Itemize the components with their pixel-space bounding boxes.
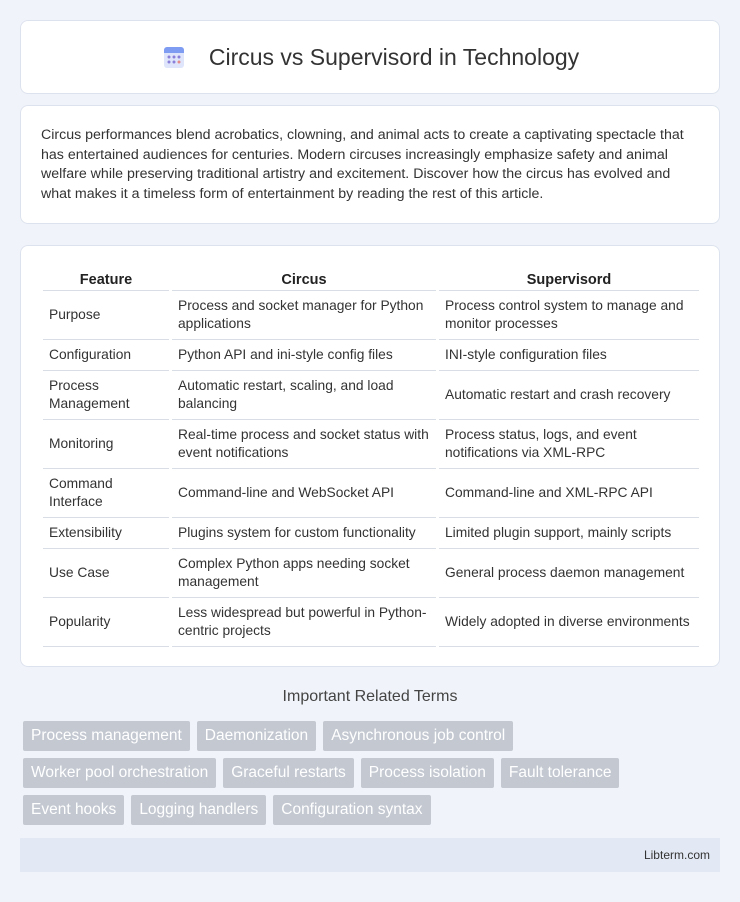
term-row [23,795,723,825]
header-feature: Feature [43,266,169,291]
intro-paragraph: Circus performances blend acrobatics, clowning, and animal acts to create a captivating spectacle that has entertained audiences for centuries. Modern circuses increasingly emphasize safety and animal welfare while preserving traditional artistry and excitement. Discover how the circus has evolved and what makes it a timeless form of entertainment by reading the rest of this article. [41,127,684,202]
feature-cell: Extensibility [43,518,169,549]
header-circus: Circus [172,266,436,291]
term-tag[interactable]: Event hooks [23,795,124,825]
supervisord-cell: INI-style configuration files [439,340,699,371]
circus-cell: Real-time process and socket status with event notifications [172,420,436,469]
circus-cell: Complex Python apps needing socket management [172,549,436,598]
feature-cell: Command Interface [43,469,169,518]
feature-cell: Use Case [43,549,169,598]
table-row [43,598,699,647]
table-row [43,518,699,549]
comparison-table [40,266,702,647]
table-row [43,420,699,469]
related-terms [23,721,723,832]
feature-cell: Monitoring [43,420,169,469]
supervisord-cell: General process daemon management [439,549,699,598]
supervisord-cell: Limited plugin support, mainly scripts [439,518,699,549]
circus-cell: Automatic restart, scaling, and load balancing [172,371,436,420]
term-tag[interactable]: Graceful restarts [223,758,354,788]
term-tag[interactable]: Worker pool orchestration [23,758,216,788]
feature-cell: Configuration [43,340,169,371]
table-row [43,340,699,371]
comparison-table-card [20,245,720,667]
term-tag[interactable]: Fault tolerance [501,758,620,788]
term-row [23,758,723,788]
circus-cell: Python API and ini-style config files [172,340,436,371]
term-tag[interactable]: Asynchronous job control [323,721,513,751]
document-grid-icon [161,44,187,70]
term-tag[interactable]: Process management [23,721,190,751]
feature-cell: Popularity [43,598,169,647]
feature-cell: Process Management [43,371,169,420]
term-tag[interactable]: Process isolation [361,758,494,788]
feature-cell: Purpose [43,291,169,340]
supervisord-cell: Process control system to manage and monitor processes [439,291,699,340]
table-header-row [43,266,699,291]
circus-cell: Less widespread but powerful in Python-centric projects [172,598,436,647]
term-row [23,721,723,751]
table-row [43,291,699,340]
page-title: Circus vs Supervisord in Technology [208,43,580,70]
header-supervisord: Supervisord [439,266,699,291]
table-row [43,469,699,518]
intro-card [20,105,720,224]
footer-site-link[interactable]: Libterm.com [643,848,710,862]
related-terms-heading: Important Related Terms [282,688,458,705]
circus-cell: Plugins system for custom functionality [172,518,436,549]
footer [20,838,720,872]
term-tag[interactable]: Daemonization [197,721,316,751]
supervisord-cell: Command-line and XML-RPC API [439,469,699,518]
supervisord-cell: Automatic restart and crash recovery [439,371,699,420]
term-tag[interactable]: Logging handlers [131,795,266,825]
term-tag[interactable]: Configuration syntax [273,795,430,825]
table-row [43,371,699,420]
table-row [43,549,699,598]
title-card [20,20,720,94]
circus-cell: Command-line and WebSocket API [172,469,436,518]
supervisord-cell: Widely adopted in diverse environments [439,598,699,647]
supervisord-cell: Process status, logs, and event notifications via XML-RPC [439,420,699,469]
circus-cell: Process and socket manager for Python applications [172,291,436,340]
